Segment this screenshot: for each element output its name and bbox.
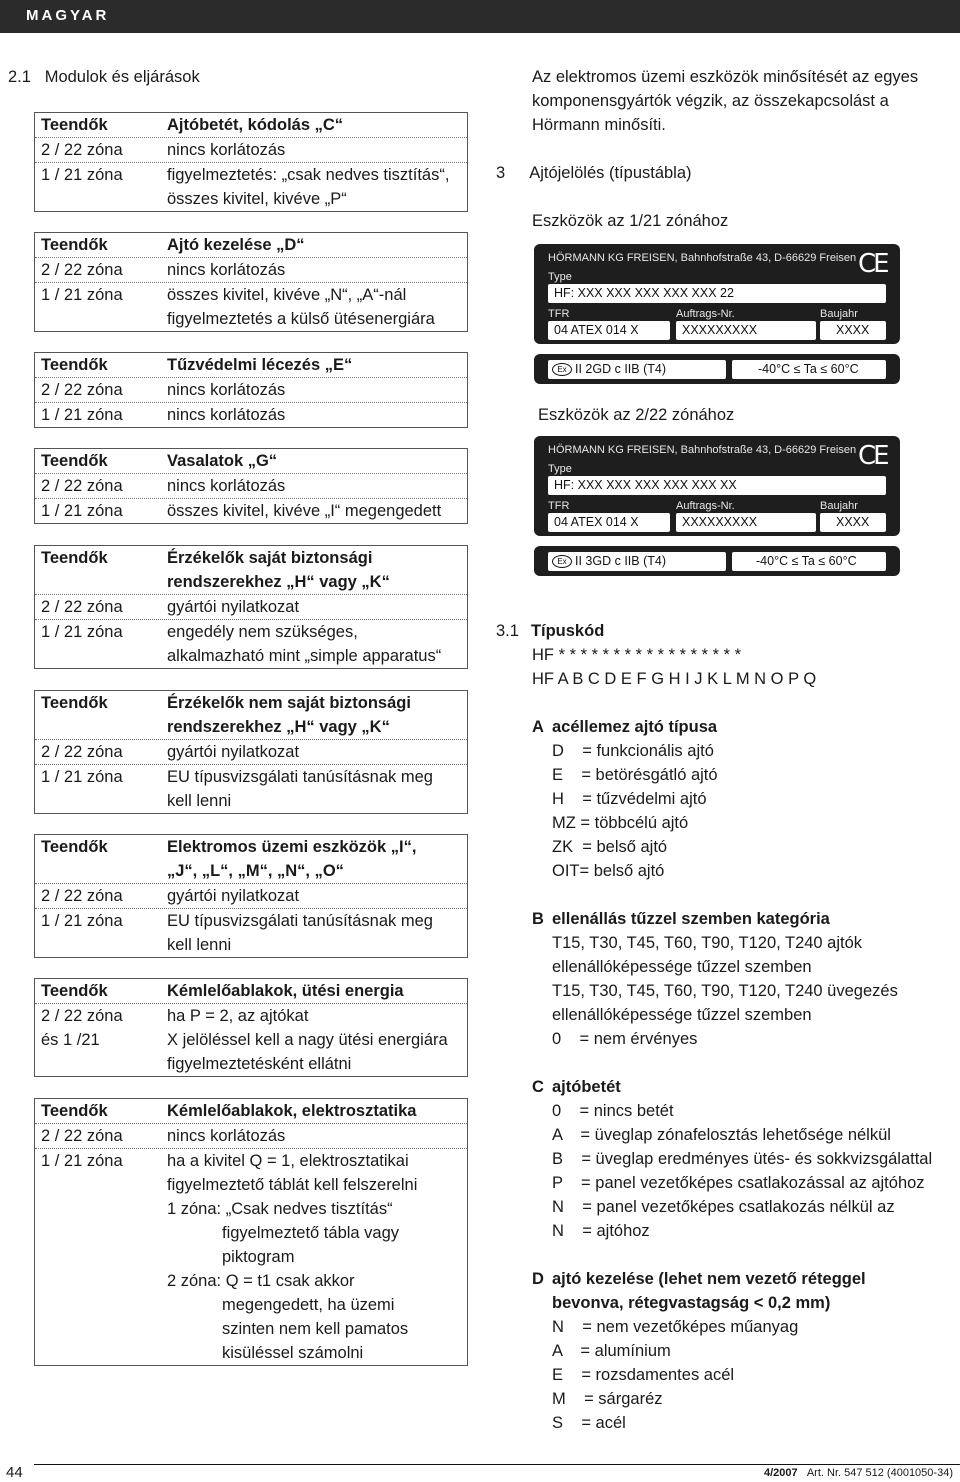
row-value (167, 233, 467, 257)
row-value (167, 1099, 467, 1123)
value-line: nincs korlátozás (167, 406, 286, 424)
row-key: 2 / 22 zóna (41, 141, 123, 159)
value-line: rendszerekhez „H“ vagy „K“ (167, 718, 390, 736)
type-plate-1: HÖRMANN KG FREISEN, Bahnhofstraße 43, D-66629 Freisen CE Type HF: XXX XXX XXX XXX XXX 22 TFR Auftrags-Nr. Baujahr 04 ATEX 014 X XXXXXXXXX XXXX (534, 244, 900, 344)
table-row (35, 546, 467, 595)
plate-company: HÖRMANN KG FREISEN, Bahnhofstraße 43, D-66629 Freisen (548, 252, 857, 264)
zone-table (34, 112, 468, 212)
value-line: kisüléssel számolni (167, 1344, 364, 1362)
row-value (167, 1004, 467, 1076)
row-key: Teendők (41, 694, 108, 712)
row-key: 1 / 21 zóna (41, 502, 123, 520)
row-key: 2 / 22 zóna (41, 381, 123, 399)
table-row (35, 1149, 467, 1365)
plate-tfr-field: 04 ATEX 014 X (548, 513, 670, 532)
plate-tfr-field: 04 ATEX 014 X (548, 321, 670, 340)
table-row (35, 499, 467, 523)
row-key: Teendők (41, 116, 108, 134)
row-key: 2 / 22 zóna (41, 743, 123, 761)
zone-table (34, 448, 468, 524)
value-line: gyártói nyilatkozat (167, 598, 300, 616)
legend-item: P = panel vezetőképes csatlakozással az ajtóhoz (552, 1174, 925, 1192)
value-line: kell lenni (167, 792, 232, 810)
legend-item: S = acél (552, 1414, 626, 1432)
legend-item: N = ajtóhoz (552, 1222, 650, 1240)
group-title: ellenállás tűzzel szemben kategória (552, 910, 830, 928)
plate-order-field: XXXXXXXXX (676, 513, 816, 532)
value-line: figyelmeztető táblát kell felszerelni (167, 1176, 418, 1194)
row-value (167, 403, 467, 427)
row-key: 2 / 22 zóna (41, 477, 123, 495)
value-line: alkalmazható mint „simple apparatus“ (167, 647, 442, 665)
plate-year-field: XXXX (820, 321, 886, 340)
row-key: Teendők (41, 982, 108, 1000)
row-key: 2 / 22 zóna (41, 1127, 123, 1145)
value-line: ha P = 2, az ajtókat (167, 1007, 309, 1025)
value-line: Kémlelőablakok, elektrosztatika (167, 1102, 417, 1120)
type-plate-2: HÖRMANN KG FREISEN, Bahnhofstraße 43, D-66629 Freisen CE Type HF: XXX XXX XXX XXX XXX XX TFR Auftrags-Nr. Baujahr 04 ATEX 014 X XXXXXXXXX XXXX (534, 436, 900, 536)
ex-marking-field: Ex II 2GD c IIB (T4) (548, 360, 726, 379)
value-line: X jelöléssel kell a nagy ütési energiára (167, 1031, 448, 1049)
row-value (167, 449, 467, 473)
row-key: Teendők (41, 549, 108, 567)
row-key: 1 / 21 zóna (41, 768, 123, 786)
plate2-caption: Eszközök az 2/22 zónához (538, 406, 735, 424)
section-3-title: 3 Ajtójelölés (típustábla) (496, 164, 692, 182)
table-row (35, 740, 467, 765)
group-letter: A (532, 718, 544, 736)
row-value (167, 499, 467, 523)
ex-symbol-icon: Ex (552, 363, 572, 376)
typecode-group (532, 1075, 952, 1243)
plate1-caption: Eszközök az 1/21 zónához (532, 212, 729, 230)
zone-table (34, 352, 468, 428)
row-value (167, 258, 467, 282)
language-label: MAGYAR (26, 7, 110, 24)
row-key: 1 / 21 zóna (41, 286, 123, 304)
typecode-legend (532, 715, 952, 1459)
plate-company: HÖRMANN KG FREISEN, Bahnhofstraße 43, D-66629 Freisen (548, 444, 857, 456)
legend-item: ellenállóképessége tűzzel szemben (552, 1006, 812, 1024)
table-row (35, 595, 467, 620)
value-line: szinten nem kell pamatos (167, 1320, 409, 1338)
row-value (167, 138, 467, 162)
row-value (167, 546, 467, 594)
row-key: 1 / 21 zóna (41, 406, 123, 424)
table-row (35, 378, 467, 403)
legend-item: E = rozsdamentes acél (552, 1366, 735, 1384)
value-line: EU típusvizsgálati tanúsításnak meg (167, 912, 433, 930)
row-key: Teendők (41, 838, 108, 856)
ex-symbol-icon: Ex (552, 555, 572, 568)
table-row (35, 909, 467, 957)
row-value (167, 353, 467, 377)
row-value (167, 1149, 467, 1365)
value-line: Érzékelők nem saját biztonsági (167, 694, 411, 712)
section-31-title: 3.1 Típuskód (496, 622, 605, 640)
footer-info: 4/2007 Art. Nr. 547 512 (4001050-34) (764, 1467, 953, 1479)
zone-table (34, 690, 468, 814)
ex-plate-1 (534, 354, 900, 384)
row-key: Teendők (41, 452, 108, 470)
legend-item: OIT= belső ajtó (552, 862, 665, 880)
row-value (167, 113, 467, 137)
row-value (167, 474, 467, 498)
value-line: Vasalatok „G“ (167, 452, 278, 470)
zone-table (34, 232, 468, 332)
footer-rule (34, 1464, 960, 1465)
row-key: 1 / 21 zóna (41, 912, 123, 930)
row-key-2: és 1 /21 (41, 1031, 100, 1049)
plate-type-field: HF: XXX XXX XXX XXX XXX 22 (548, 284, 886, 303)
row-key: 1 / 21 zóna (41, 623, 123, 641)
legend-item: ZK = belső ajtó (552, 838, 668, 856)
value-line: összes kivitel, kivéve „P“ (167, 190, 347, 208)
legend-item: MZ = többcélú ajtó (552, 814, 689, 832)
section-title: 2.1 Modulok és eljárások (8, 68, 200, 86)
page-header (0, 0, 960, 33)
value-line: figyelmeztetésként ellátni (167, 1055, 352, 1073)
value-line: összes kivitel, kivéve „I“ megengedett (167, 502, 442, 520)
value-line: „J“, „L“, „M“, „N“, „O“ (167, 862, 344, 880)
plate-order-field: XXXXXXXXX (676, 321, 816, 340)
typecode-group (532, 715, 952, 883)
plate-type-field: HF: XXX XXX XXX XXX XXX XX (548, 476, 886, 495)
value-line: megengedett, ha üzemi (167, 1296, 395, 1314)
legend-item: D = funkcionális ajtó (552, 742, 714, 760)
value-line: nincs korlátozás (167, 381, 286, 399)
row-value (167, 163, 467, 211)
value-line: 2 zóna: Q = t1 csak akkor (167, 1272, 355, 1290)
value-line: piktogram (167, 1248, 295, 1266)
row-value (167, 909, 467, 957)
zone-table (34, 834, 468, 958)
zone-table (34, 978, 468, 1077)
value-line: nincs korlátozás (167, 1127, 286, 1145)
row-value (167, 378, 467, 402)
row-value (167, 740, 467, 764)
row-value (167, 765, 467, 813)
group-title: acéllemez ajtó típusa (552, 718, 718, 736)
typecode-group (532, 907, 952, 1051)
table-row (35, 449, 467, 474)
ce-mark-icon: CE (858, 441, 887, 471)
table-row (35, 1004, 467, 1076)
legend-item: A = alumínium (552, 1342, 671, 1360)
legend-item: B = üveglap eredményes ütés- és sokkvizsgálattal (552, 1150, 933, 1168)
zone-table (34, 545, 468, 669)
table-row (35, 979, 467, 1004)
row-key: 2 / 22 zóna (41, 1007, 123, 1025)
ex-marking-field: Ex II 3GD c IIB (T4) (548, 552, 726, 571)
zone-table (34, 1098, 468, 1366)
row-value (167, 691, 467, 739)
value-line: nincs korlátozás (167, 477, 286, 495)
row-key: 2 / 22 zóna (41, 887, 123, 905)
row-key: Teendők (41, 1102, 108, 1120)
value-line: 1 zóna: „Csak nedves tisztítás“ (167, 1200, 393, 1218)
group-letter: B (532, 910, 544, 928)
table-row (35, 353, 467, 378)
temperature-field: -40°C ≤ Ta ≤ 60°C (732, 360, 886, 379)
group-letter: C (532, 1078, 544, 1096)
table-row (35, 474, 467, 499)
legend-item: T15, T30, T45, T60, T90, T120, T240 ajtók (552, 934, 863, 952)
value-line: gyártói nyilatkozat (167, 743, 300, 761)
row-value (167, 620, 467, 668)
value-line: Elektromos üzemi eszközök „I“, (167, 838, 417, 856)
value-line: Ajtó kezelése „D“ (167, 236, 305, 254)
table-row (35, 884, 467, 909)
table-row (35, 691, 467, 740)
table-row (35, 620, 467, 668)
legend-item: T15, T30, T45, T60, T90, T120, T240 üvegezés (552, 982, 898, 1000)
value-line: Érzékelők saját biztonsági (167, 549, 373, 567)
table-row (35, 835, 467, 884)
table-row (35, 113, 467, 138)
value-line: figyelmeztető tábla vagy (167, 1224, 400, 1242)
typecode-letters: HF A B C D E F G H I J K L M N O P Q (532, 670, 817, 688)
value-line: figyelmeztetés a külső ütésenergiára (167, 310, 435, 328)
row-value (167, 979, 467, 1003)
legend-item: ellenállóképessége tűzzel szemben (552, 958, 812, 976)
row-key: Teendők (41, 356, 108, 374)
table-row (35, 283, 467, 331)
value-line: kell lenni (167, 936, 232, 954)
legend-item: M = sárgaréz (552, 1390, 663, 1408)
value-line: Kémlelőablakok, ütési energia (167, 982, 404, 1000)
ce-mark-icon: CE (858, 249, 887, 279)
legend-item: A = üveglap zónafelosztás lehetősége nélkül (552, 1126, 891, 1144)
row-value (167, 884, 467, 908)
table-row (35, 138, 467, 163)
temperature-field: -40°C ≤ Ta ≤ 60°C (732, 552, 886, 571)
row-key: 2 / 22 zóna (41, 598, 123, 616)
legend-item: H = tűzvédelmi ajtó (552, 790, 707, 808)
intro-paragraph: Az elektromos üzemi eszközök minősítését az egyes komponensgyártók végzik, az összekapcsolást a Hörmann minősíti. (532, 68, 919, 134)
typecode-pattern: HF * * * * * * * * * * * * * * * * * (532, 646, 742, 664)
typecode-group (532, 1267, 952, 1435)
legend-item: 0 = nincs betét (552, 1102, 674, 1120)
table-row (35, 163, 467, 211)
group-title-2: bevonva, rétegvastagság < 0,2 mm) (552, 1294, 831, 1312)
row-key: 2 / 22 zóna (41, 261, 123, 279)
group-title: ajtó kezelése (lehet nem vezető réteggel (552, 1270, 866, 1288)
row-value (167, 835, 467, 883)
row-key: Teendők (41, 236, 108, 254)
value-line: figyelmeztetés: „csak nedves tisztítás“, (167, 166, 450, 184)
legend-item: 0 = nem érvényes (552, 1030, 698, 1048)
value-line: nincs korlátozás (167, 261, 286, 279)
legend-item: N = nem vezetőképes műanyag (552, 1318, 799, 1336)
value-line: gyártói nyilatkozat (167, 887, 300, 905)
value-line: Tűzvédelmi lécezés „E“ (167, 356, 353, 374)
value-line: EU típusvizsgálati tanúsításnak meg (167, 768, 433, 786)
legend-item: E = betörésgátló ajtó (552, 766, 718, 784)
value-line: ha a kivitel Q = 1, elektrosztatikai (167, 1152, 409, 1170)
table-row (35, 233, 467, 258)
row-value (167, 283, 467, 331)
legend-item: N = panel vezetőképes csatlakozás nélkül az (552, 1198, 895, 1216)
group-letter: D (532, 1270, 544, 1288)
plate-year-field: XXXX (820, 513, 886, 532)
table-row (35, 1124, 467, 1149)
row-value (167, 1124, 467, 1148)
table-row (35, 765, 467, 813)
page-number: 44 (6, 1464, 23, 1481)
value-line: engedély nem szükséges, (167, 623, 358, 641)
value-line: rendszerekhez „H“ vagy „K“ (167, 573, 390, 591)
row-value (167, 595, 467, 619)
group-title: ajtóbetét (552, 1078, 621, 1096)
table-row (35, 1099, 467, 1124)
table-row (35, 403, 467, 427)
ex-plate-2 (534, 546, 900, 576)
value-line: összes kivitel, kivéve „N“, „A“-nál (167, 286, 407, 304)
table-row (35, 258, 467, 283)
value-line: Ajtóbetét, kódolás „C“ (167, 116, 344, 134)
row-key: 1 / 21 zóna (41, 1152, 123, 1170)
row-key: 1 / 21 zóna (41, 166, 123, 184)
value-line: nincs korlátozás (167, 141, 286, 159)
